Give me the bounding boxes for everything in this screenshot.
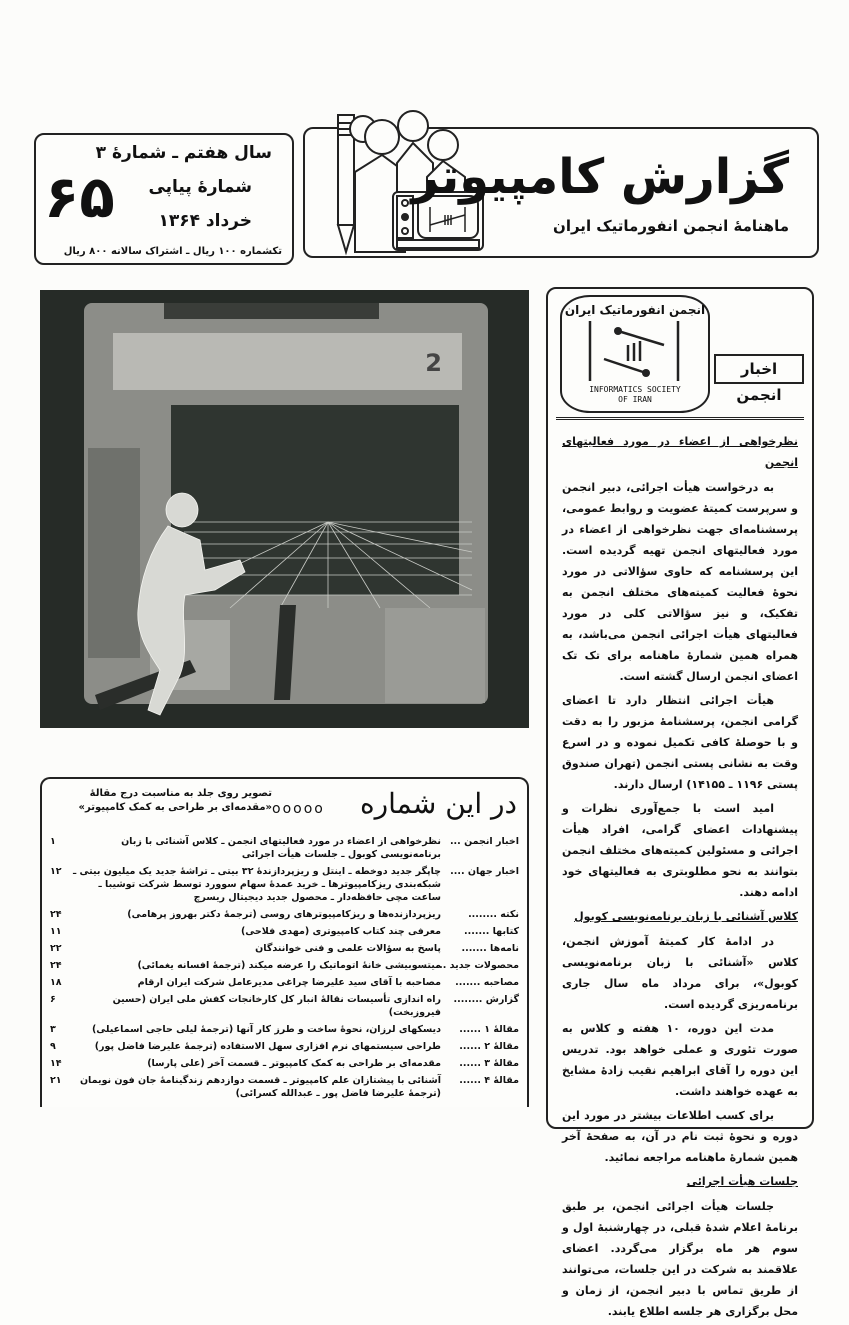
- article-paragraph: مدت این دوره، ۱۰ هفته و کلاس به صورت تئوری و عملی خواهد بود. تدریس این دوره را آقای ابراهیم نقیب زادهٔ مشایخ به عهده خواهند داشت.: [562, 1022, 798, 1098]
- cover-image: [40, 290, 529, 728]
- news-articles: [562, 429, 798, 1325]
- page-number: ۶: [50, 994, 56, 1005]
- page-number: ۱: [50, 836, 56, 847]
- page-number: ۱۲: [50, 866, 62, 877]
- price-info: تکشماره ۱۰۰ ریال ـ اشتراک سالانه ۸۰۰ ریال: [63, 246, 282, 257]
- toc-item: مصاحبه ....... مصاحبه با آقای سید علیرضا چراغی مدیرعامل شرکت ایران ارقام ۱۸: [50, 977, 519, 988]
- cover-caption: تصویر روی جلد به مناسبت درج مقالهٔ «مقدمه‌ای بر طراحی به کمک کامپیوتر»: [78, 788, 272, 813]
- logo-english-text: INFORMATICS SOCIETY OF IRAN: [589, 385, 681, 404]
- toc-decorative-dots: ooooo: [272, 801, 325, 817]
- toc-item: نکته ........ ریزپردازنده‌ها و ریزکامپیوترهای روسی (ترجمهٔ دکتر بهروز پرهامی) ۲۴: [50, 909, 519, 920]
- toc-list: [50, 835, 519, 1104]
- toc-item: مقالهٔ ۲ ...... طراحی سیستمهای نرم افزاری سهل الاستفاده (ترجمهٔ علیرضا فاضل پور) ۹: [50, 1041, 519, 1052]
- toc-item: کتابها ....... معرفی چند کتاب کامپیوتری (مهدی فلاحی) ۱۱: [50, 926, 519, 937]
- page-number: ۲۱: [50, 1075, 62, 1086]
- society-news-heading: اخبار انجمن: [714, 354, 804, 384]
- page-number: ۹: [50, 1041, 56, 1052]
- toc-item: گزارش ........ راه اندازی تأسیسات نقالهٔ انبار کل کارخانجات کفش ملی ایران (حسین فیروزبخت) ۶: [50, 994, 519, 1018]
- magazine-title: گزارش کامپیوتر: [411, 149, 789, 205]
- toc-item: محصولات جدید ... میتسوبیشی خانهٔ اتوماتیک را عرضه میکند (ترجمهٔ افسانه یغمائی) ۲۴: [50, 960, 519, 971]
- toc-item: مقالهٔ ۱ ...... دیسکهای لرزان، نحوهٔ ساخت و طرز کار آنها (ترجمهٔ لیلی حاجی اسماعیلی) ۳: [50, 1024, 519, 1035]
- divider: [556, 417, 804, 420]
- logo-persian-text: انجمن انفورماتیک ایران: [564, 303, 706, 317]
- toc-item: مقالهٔ ۴ ...... آشنائی با پیشتازان علم کامپیوتر ـ قسمت دوازدهم زندگینامهٔ جان فون نویمان (ترجمهٔ علیرضا فاضل پور ـ عبدالله کسرائی) ۲۱: [50, 1075, 519, 1099]
- article-paragraph: هیأت اجرائی انتظار دارد تا اعضای گرامی انجمن، پرسشنامهٔ مزبور را به دقت و با حوصلهٔ کافی تکمیل نموده و در اسرع وقت به نشانی پستی انجمن (تهران صندوق پستی ۱۱۹۶ ـ ۱۴۱۵۵) ارسال دارند.: [562, 694, 798, 791]
- page-number: ۲۴: [50, 909, 62, 920]
- logo-emblem-icon: [582, 321, 688, 381]
- page-number: ۳: [50, 1024, 56, 1035]
- page-number: ۱۸: [50, 977, 62, 988]
- page-number: ۱۴: [50, 1058, 62, 1069]
- toc-title: در این شماره: [359, 787, 517, 820]
- informatics-society-logo: [560, 295, 710, 413]
- page-number: ۱۱: [50, 926, 62, 937]
- article-paragraph: به درخواست هیأت اجرائی، دبیر انجمن و سرپرست کمیتهٔ عضویت و روابط عمومی، پرسشنامه‌ای جهت نظرخواهی از اعضاء در مورد فعالیتهای انجمن تهیه گردیده است. این پرسشنامه که حاوی سؤالاتی در مورد نحوهٔ فعالیت کمیته‌های مختلف انجمن به تفکیک، و نیز سؤالاتی کلی در مورد فعالیتهای هیأت اجرائی انجمن می‌باشد، به همراه همین شمارهٔ ماهنامه برای تک تک اعضای انجمن ارسال گشته است.: [562, 481, 798, 683]
- toc-item: مقالهٔ ۳ ...... مقدمه‌ای بر طراحی به کمک کامپیوتر ـ قسمت آخر (علی پارسا) ۱۴: [50, 1058, 519, 1069]
- article-heading: جلسات هیأت اجرائی: [686, 1175, 798, 1188]
- wireframe-figure-illustration: [40, 290, 529, 728]
- article-heading: کلاس آشنائی با زبان برنامه‌نویسی کوبول: [574, 910, 798, 923]
- toc-item: اخبار جهان .... چاپگر جدید دوخطه ـ اینتل و ریزپردازندهٔ ۳۲ بیتی ـ تراشهٔ جدید یک میلیون بیتی ـ شبکه‌بندی ریزکامپیوترها ـ خرید عمدهٔ سهام سوورد توسط شرکت توشیبا ـ ساعت مچی حافظه‌دار ـ محصول جدید دیجیتال ریسرچ ۱۲: [50, 866, 519, 903]
- issue-date: خرداد ۱۳۶۴: [158, 211, 252, 231]
- magazine-subtitle: ماهنامهٔ انجمن انفورماتیک ایران: [553, 217, 789, 235]
- article-heading: نظرخواهی از اعضاء در مورد فعالیتهای انجمن: [562, 435, 798, 469]
- toc-item: نامه‌ها ....... پاسخ به سؤالات علمی و فنی خوانندگان ۲۲: [50, 943, 519, 954]
- masthead: [303, 127, 819, 258]
- page-number: ۲۴: [50, 960, 62, 971]
- serial-number: ۶۵: [44, 163, 115, 231]
- issue-info-box: [34, 133, 294, 265]
- toc-item: اخبار انجمن ... نظرخواهی از اعضاء در مورد فعالیتهای انجمن ـ کلاس آشنائی با زبان برنامه‌نویسی کوبول ـ جلسات هیأت اجرائی ۱: [50, 836, 519, 860]
- article-paragraph: جلسات هیأت اجرائی انجمن، بر طبق برنامهٔ اعلام شدهٔ قبلی، در چهارشنبهٔ اول و سوم هر ماه برگزار می‌گردد. اعضای علاقمند به شرکت در این جلسات، می‌توانند از طریق تماس با دبیر انجمن، از زمان و محل برگزاری هر جلسه اطلاع یابند.: [562, 1200, 798, 1318]
- page-number: ۲۲: [50, 943, 62, 954]
- disk-number: 2: [425, 349, 442, 377]
- article-paragraph: برای کسب اطلاعات بیشتر در مورد این دوره و نحوهٔ ثبت نام در آن، به صفحهٔ آخر همین شمارهٔ ماهنامه مراجعه نمائید.: [562, 1109, 798, 1164]
- article-paragraph: امید است با جمع‌آوری نظرات و پیشنهادات اعضای گرامی، افراد هیأت اجرائی و مسئولین کمیته‌های مختلف انجمن بتوانند به نحو مطلوبتری به فعالیتهای خود ادامه دهند.: [562, 802, 798, 899]
- society-news-panel: [546, 287, 814, 1318]
- volume-number: سال هفتم ـ شمارهٔ ۳: [95, 143, 272, 163]
- serial-label: شمارهٔ پیاپی: [148, 177, 252, 197]
- article-paragraph: در ادامهٔ کار کمیتهٔ آموزش انجمن، کلاس «آشنائی با زبان برنامه‌نویسی کوبول»، برای مرداد ماه سال جاری برنامه‌ریزی گردیده است.: [562, 935, 798, 1011]
- table-of-contents: [40, 777, 529, 1107]
